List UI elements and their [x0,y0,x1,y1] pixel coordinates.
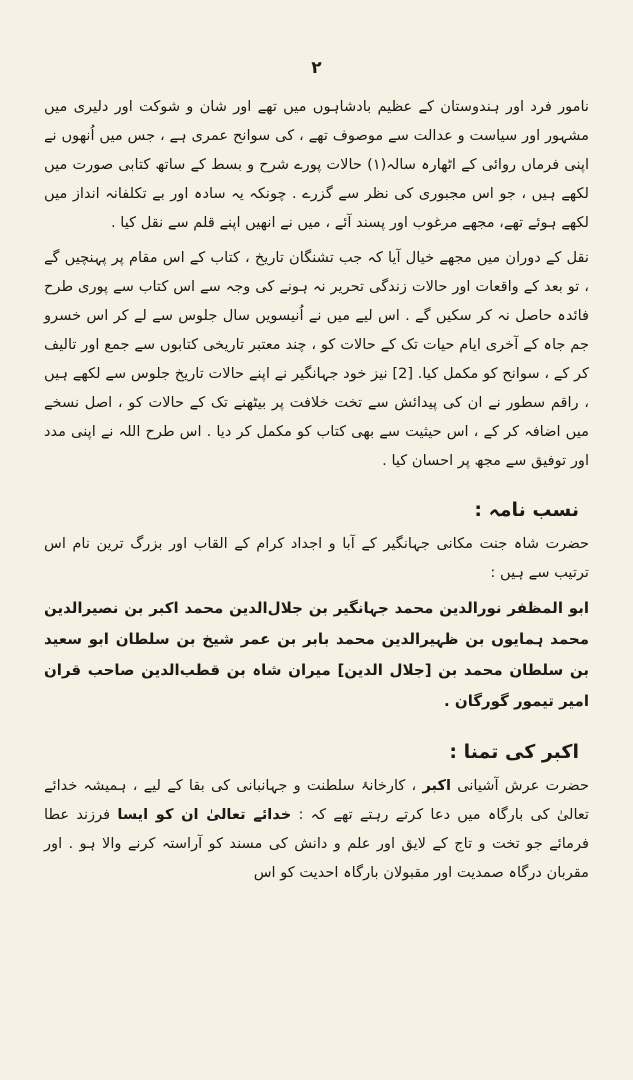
akbar-wish-text-after: فرزند عطا فرمائے جو تخت و تاج کے لایق اور علم و دانش کی مسند کو آراستہ کرنے والا ہو . اور مقربان درگاہ صمدیت اور مقبولان بارگاہ احدیت کو اس [44,806,589,881]
section-heading-akbar-wish: اکبر کی تمنا : [449,741,579,763]
akbar-wish-text-before: حضرت عرش آشیانی [451,777,589,794]
akbar-wish-paragraph [44,771,589,887]
genealogy-intro: حضرت شاہ جنت مکانی جہانگیر کے آبا و اجداد کرام کے القاب اور بزرگ ترین نام اس ترتیب سے ہیں : [44,535,589,581]
akbar-prayer: خدائے تعالیٰ ان کو ایسا [117,806,292,823]
section-heading-genealogy: نسب نامہ : [474,499,579,521]
genealogy-lineage: ابو المظفر نورالدین محمد جہانگیر بن جلال‌الدین محمد اکبر بن نصیرالدین محمد ہمایوں بن ظہیرالدین محمد بابر بن عمر شیخ بن سلطان ابو سعید بن سلطان محمد بن [جلال الدین] میران شاہ بن قطب‌الدین صاحب قران امیر تیمور گورگان . [44,599,589,710]
paragraph-1: نامور فرد اور ہندوستان کے عظیم بادشاہوں میں تھے اور شان و شوکت اور دلیری میں مشہور اور سیاست و عدالت سے موصوف تھے ، کی سوانح عمری ہے ، جس میں اُنھوں نے اپنی فرماں روائی کے اٹھارہ سالہ(۱) حالات پورے شرح و بسط کے ساتھ کتابی صورت میں لکھے ہیں ، جو اس مجبوری کی نظر سے گزرے . چونکہ یہ سادہ اور بے تکلفانہ انداز میں لکھے ہوئے تھے، مجھے مرغوب اور پسند آئے ، میں نے انھیں اپنے قلم سے نقل کیا . [44,98,589,231]
akbar-name: اکبر [422,777,451,794]
paragraph-2: نقل کے دوران میں مجھے خیال آیا کہ جب تشنگان تاریخ ، کتاب کے اس مقام پر پہنچیں گے ، تو بعد کے واقعات اور حالات زندگی تحریر نہ ہونے کی وجہ سے اس کتاب سے پوری طرح فائدہ حاصل نہ کر سکیں گے . اس لیے میں نے اُنیسویں سال جلوس سے لے کر اس خسرو جم جاہ کے آخری ایام حیات تک کے حالات کو ، چند معتبر تاریخی کتابوں سے جمع اور تالیف کر کے ، سوانح کو مکمل کیا. [2] نیز خود جہانگیر نے اپنے حالات تاریخ جلوس سے لکھے ہیں ، راقم سطور نے ان کی پیدائش سے تخت خلافت پر بیٹھنے تک کے حالات کو ، اصل نسخے میں اضافہ کر کے ، اس حیثیت سے بھی کتاب کو مکمل کر دیا . اس طرح اللہ نے اپنی مدد اور توفیق سے مجھ پر احسان کیا . [44,249,590,469]
akbar-wish-text-middle: ، کارخانۂ سلطنت و جہانبانی کی بقا کے لیے ، ہمیشہ خدائے تعالیٰ کی بارگاہ میں دعا کرتے رہتے تھے کہ : [44,777,589,823]
page-number: ۲ [311,58,322,78]
